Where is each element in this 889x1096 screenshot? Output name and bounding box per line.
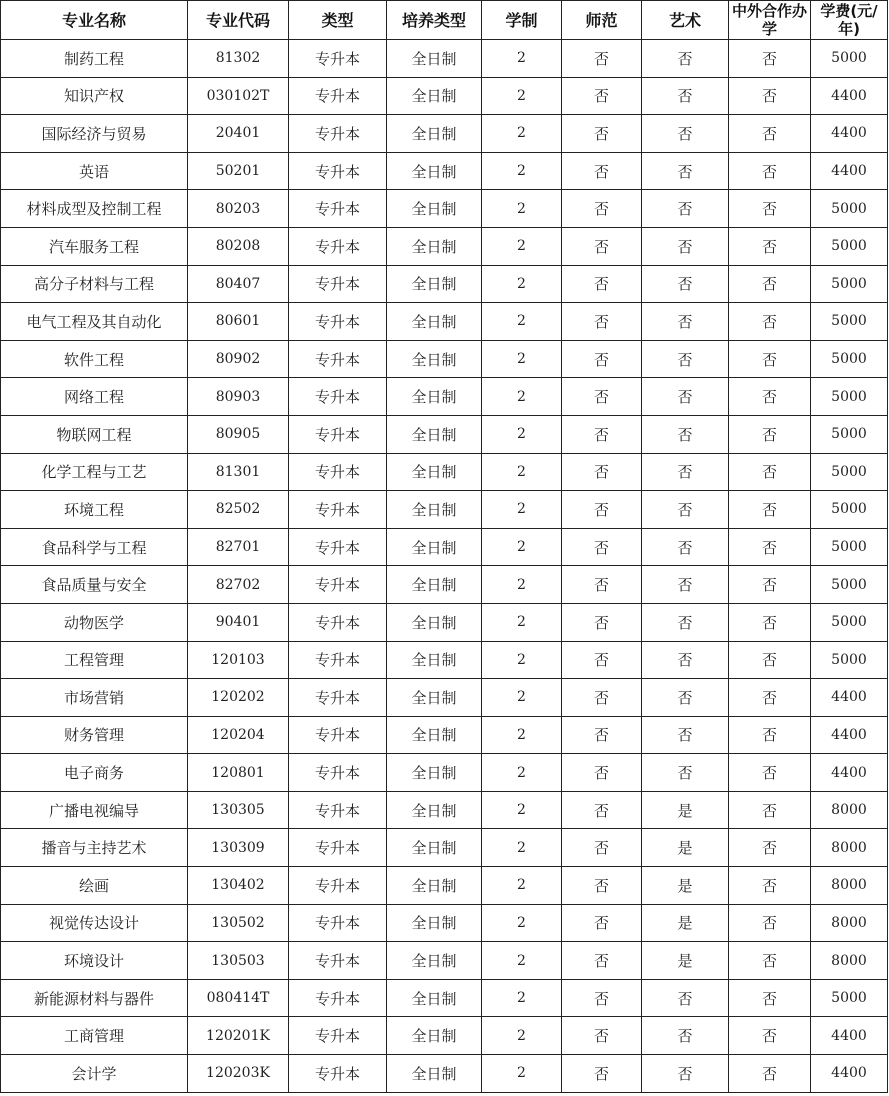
cell-type: 专升本	[289, 716, 387, 754]
cell-major-code: 90401	[188, 603, 289, 641]
cell-teacher-training: 否	[562, 979, 642, 1017]
cell-duration: 2	[482, 566, 562, 604]
cell-sino-foreign: 否	[729, 867, 811, 905]
cell-tuition: 5000	[811, 190, 888, 228]
cell-major-code: 80902	[188, 340, 289, 378]
cell-major-code: 130503	[188, 942, 289, 980]
cell-duration: 2	[482, 754, 562, 792]
table-body	[1, 40, 888, 1093]
cell-duration: 2	[482, 303, 562, 341]
table-row	[1, 265, 888, 303]
cell-type: 专升本	[289, 152, 387, 190]
cell-major-code: 81301	[188, 453, 289, 491]
cell-study-mode: 全日制	[387, 829, 482, 867]
cell-sino-foreign: 否	[729, 904, 811, 942]
table-row	[1, 679, 888, 717]
cell-sino-foreign: 否	[729, 942, 811, 980]
cell-study-mode: 全日制	[387, 641, 482, 679]
table-row	[1, 1017, 888, 1055]
table-row	[1, 152, 888, 190]
cell-sino-foreign: 否	[729, 491, 811, 529]
cell-duration: 2	[482, 340, 562, 378]
cell-major-code: 120202	[188, 679, 289, 717]
cell-tuition: 4400	[811, 152, 888, 190]
cell-major-code: 50201	[188, 152, 289, 190]
cell-study-mode: 全日制	[387, 303, 482, 341]
cell-art: 否	[642, 491, 729, 529]
cell-duration: 2	[482, 716, 562, 754]
cell-study-mode: 全日制	[387, 679, 482, 717]
cell-teacher-training: 否	[562, 453, 642, 491]
cell-art: 否	[642, 716, 729, 754]
cell-teacher-training: 否	[562, 40, 642, 78]
cell-teacher-training: 否	[562, 791, 642, 829]
cell-teacher-training: 否	[562, 904, 642, 942]
cell-duration: 2	[482, 979, 562, 1017]
cell-study-mode: 全日制	[387, 603, 482, 641]
cell-duration: 2	[482, 867, 562, 905]
cell-art: 是	[642, 791, 729, 829]
cell-major-name: 工程管理	[1, 641, 188, 679]
table-row	[1, 378, 888, 416]
cell-major-name: 绘画	[1, 867, 188, 905]
cell-type: 专升本	[289, 190, 387, 228]
cell-study-mode: 全日制	[387, 942, 482, 980]
cell-study-mode: 全日制	[387, 340, 482, 378]
cell-major-code: 80905	[188, 415, 289, 453]
cell-major-name: 网络工程	[1, 378, 188, 416]
table-row	[1, 227, 888, 265]
cell-type: 专升本	[289, 491, 387, 529]
cell-sino-foreign: 否	[729, 77, 811, 115]
cell-type: 专升本	[289, 528, 387, 566]
cell-major-code: 120204	[188, 716, 289, 754]
cell-major-code: 130502	[188, 904, 289, 942]
cell-sino-foreign: 否	[729, 603, 811, 641]
cell-teacher-training: 否	[562, 378, 642, 416]
cell-major-name: 环境工程	[1, 491, 188, 529]
cell-type: 专升本	[289, 227, 387, 265]
cell-major-name: 电子商务	[1, 754, 188, 792]
cell-tuition: 8000	[811, 904, 888, 942]
cell-art: 否	[642, 979, 729, 1017]
cell-tuition: 5000	[811, 641, 888, 679]
cell-duration: 2	[482, 679, 562, 717]
cell-type: 专升本	[289, 40, 387, 78]
cell-teacher-training: 否	[562, 566, 642, 604]
cell-study-mode: 全日制	[387, 190, 482, 228]
table-row	[1, 754, 888, 792]
cell-duration: 2	[482, 378, 562, 416]
cell-duration: 2	[482, 491, 562, 529]
cell-type: 专升本	[289, 378, 387, 416]
cell-sino-foreign: 否	[729, 115, 811, 153]
cell-duration: 2	[482, 227, 562, 265]
cell-sino-foreign: 否	[729, 378, 811, 416]
cell-teacher-training: 否	[562, 303, 642, 341]
cell-type: 专升本	[289, 603, 387, 641]
cell-teacher-training: 否	[562, 641, 642, 679]
cell-teacher-training: 否	[562, 942, 642, 980]
cell-teacher-training: 否	[562, 190, 642, 228]
cell-type: 专升本	[289, 453, 387, 491]
cell-major-code: 120203K	[188, 1055, 289, 1093]
cell-study-mode: 全日制	[387, 115, 482, 153]
cell-duration: 2	[482, 152, 562, 190]
cell-study-mode: 全日制	[387, 453, 482, 491]
table-row	[1, 528, 888, 566]
cell-major-code: 80208	[188, 227, 289, 265]
table-row	[1, 716, 888, 754]
cell-major-code: 80601	[188, 303, 289, 341]
cell-tuition: 5000	[811, 303, 888, 341]
cell-study-mode: 全日制	[387, 904, 482, 942]
cell-art: 否	[642, 40, 729, 78]
cell-major-name: 材料成型及控制工程	[1, 190, 188, 228]
cell-art: 是	[642, 829, 729, 867]
cell-major-code: 030102T	[188, 77, 289, 115]
cell-sino-foreign: 否	[729, 641, 811, 679]
table-row	[1, 40, 888, 78]
cell-art: 否	[642, 453, 729, 491]
cell-teacher-training: 否	[562, 340, 642, 378]
table-row	[1, 791, 888, 829]
cell-major-name: 国际经济与贸易	[1, 115, 188, 153]
cell-duration: 2	[482, 415, 562, 453]
cell-teacher-training: 否	[562, 415, 642, 453]
cell-type: 专升本	[289, 679, 387, 717]
cell-type: 专升本	[289, 77, 387, 115]
cell-major-name: 工商管理	[1, 1017, 188, 1055]
cell-type: 专升本	[289, 641, 387, 679]
cell-major-code: 82702	[188, 566, 289, 604]
cell-major-code: 120103	[188, 641, 289, 679]
cell-major-name: 广播电视编导	[1, 791, 188, 829]
cell-teacher-training: 否	[562, 1055, 642, 1093]
cell-study-mode: 全日制	[387, 491, 482, 529]
cell-major-code: 120201K	[188, 1017, 289, 1055]
cell-major-name: 视觉传达设计	[1, 904, 188, 942]
cell-major-code: 80203	[188, 190, 289, 228]
cell-sino-foreign: 否	[729, 265, 811, 303]
cell-major-code: 82502	[188, 491, 289, 529]
cell-major-code: 81302	[188, 40, 289, 78]
cell-duration: 2	[482, 942, 562, 980]
cell-art: 否	[642, 1017, 729, 1055]
cell-teacher-training: 否	[562, 265, 642, 303]
cell-type: 专升本	[289, 829, 387, 867]
cell-teacher-training: 否	[562, 1017, 642, 1055]
cell-major-name: 会计学	[1, 1055, 188, 1093]
cell-duration: 2	[482, 453, 562, 491]
cell-major-code: 130309	[188, 829, 289, 867]
cell-duration: 2	[482, 190, 562, 228]
cell-sino-foreign: 否	[729, 152, 811, 190]
cell-major-code: 120801	[188, 754, 289, 792]
cell-tuition: 4400	[811, 77, 888, 115]
table-row	[1, 942, 888, 980]
cell-tuition: 5000	[811, 227, 888, 265]
table-row	[1, 641, 888, 679]
cell-major-code: 20401	[188, 115, 289, 153]
cell-type: 专升本	[289, 791, 387, 829]
table-row	[1, 1055, 888, 1093]
cell-teacher-training: 否	[562, 227, 642, 265]
cell-major-name: 财务管理	[1, 716, 188, 754]
cell-teacher-training: 否	[562, 152, 642, 190]
cell-major-name: 电气工程及其自动化	[1, 303, 188, 341]
cell-art: 否	[642, 415, 729, 453]
cell-tuition: 4400	[811, 1017, 888, 1055]
cell-study-mode: 全日制	[387, 528, 482, 566]
cell-art: 否	[642, 641, 729, 679]
cell-type: 专升本	[289, 566, 387, 604]
cell-tuition: 8000	[811, 867, 888, 905]
header-duration: 学制	[482, 1, 562, 40]
header-type: 类型	[289, 1, 387, 40]
cell-type: 专升本	[289, 867, 387, 905]
table-row	[1, 904, 888, 942]
cell-tuition: 5000	[811, 491, 888, 529]
cell-teacher-training: 否	[562, 679, 642, 717]
cell-art: 否	[642, 528, 729, 566]
cell-tuition: 4400	[811, 754, 888, 792]
cell-major-code: 080414T	[188, 979, 289, 1017]
cell-study-mode: 全日制	[387, 265, 482, 303]
cell-sino-foreign: 否	[729, 679, 811, 717]
table-row	[1, 190, 888, 228]
cell-sino-foreign: 否	[729, 716, 811, 754]
cell-major-code: 80903	[188, 378, 289, 416]
header-teacher-training: 师范	[562, 1, 642, 40]
cell-sino-foreign: 否	[729, 528, 811, 566]
cell-sino-foreign: 否	[729, 754, 811, 792]
cell-duration: 2	[482, 115, 562, 153]
table-row	[1, 979, 888, 1017]
cell-tuition: 4400	[811, 679, 888, 717]
cell-major-name: 环境设计	[1, 942, 188, 980]
cell-major-name: 高分子材料与工程	[1, 265, 188, 303]
table-row	[1, 867, 888, 905]
cell-sino-foreign: 否	[729, 829, 811, 867]
cell-tuition: 5000	[811, 265, 888, 303]
cell-major-name: 市场营销	[1, 679, 188, 717]
cell-type: 专升本	[289, 979, 387, 1017]
cell-teacher-training: 否	[562, 603, 642, 641]
header-row	[1, 1, 888, 40]
cell-tuition: 5000	[811, 528, 888, 566]
cell-sino-foreign: 否	[729, 791, 811, 829]
cell-sino-foreign: 否	[729, 190, 811, 228]
cell-major-name: 知识产权	[1, 77, 188, 115]
cell-major-name: 软件工程	[1, 340, 188, 378]
cell-art: 否	[642, 115, 729, 153]
cell-tuition: 4400	[811, 716, 888, 754]
header-major-code: 专业代码	[188, 1, 289, 40]
cell-duration: 2	[482, 791, 562, 829]
table-row	[1, 566, 888, 604]
cell-teacher-training: 否	[562, 754, 642, 792]
cell-type: 专升本	[289, 1017, 387, 1055]
cell-art: 否	[642, 566, 729, 604]
cell-study-mode: 全日制	[387, 378, 482, 416]
cell-tuition: 5000	[811, 566, 888, 604]
cell-sino-foreign: 否	[729, 1017, 811, 1055]
cell-duration: 2	[482, 641, 562, 679]
cell-study-mode: 全日制	[387, 1055, 482, 1093]
cell-type: 专升本	[289, 265, 387, 303]
cell-teacher-training: 否	[562, 491, 642, 529]
cell-duration: 2	[482, 265, 562, 303]
table-row	[1, 829, 888, 867]
cell-teacher-training: 否	[562, 829, 642, 867]
cell-sino-foreign: 否	[729, 979, 811, 1017]
table-row	[1, 303, 888, 341]
cell-study-mode: 全日制	[387, 566, 482, 604]
cell-teacher-training: 否	[562, 716, 642, 754]
cell-duration: 2	[482, 603, 562, 641]
cell-major-name: 食品质量与安全	[1, 566, 188, 604]
cell-type: 专升本	[289, 754, 387, 792]
cell-teacher-training: 否	[562, 77, 642, 115]
cell-study-mode: 全日制	[387, 415, 482, 453]
header-sino-foreign: 中外合作办学	[729, 1, 811, 40]
cell-tuition: 5000	[811, 415, 888, 453]
cell-major-name: 物联网工程	[1, 415, 188, 453]
table-row	[1, 77, 888, 115]
cell-art: 否	[642, 754, 729, 792]
cell-teacher-training: 否	[562, 115, 642, 153]
cell-art: 否	[642, 603, 729, 641]
cell-sino-foreign: 否	[729, 415, 811, 453]
cell-sino-foreign: 否	[729, 1055, 811, 1093]
cell-art: 是	[642, 942, 729, 980]
cell-tuition: 5000	[811, 979, 888, 1017]
cell-major-name: 化学工程与工艺	[1, 453, 188, 491]
cell-art: 否	[642, 190, 729, 228]
cell-duration: 2	[482, 904, 562, 942]
table-row	[1, 453, 888, 491]
cell-study-mode: 全日制	[387, 754, 482, 792]
cell-duration: 2	[482, 1017, 562, 1055]
cell-study-mode: 全日制	[387, 77, 482, 115]
cell-duration: 2	[482, 40, 562, 78]
cell-tuition: 8000	[811, 829, 888, 867]
cell-study-mode: 全日制	[387, 979, 482, 1017]
cell-study-mode: 全日制	[387, 227, 482, 265]
cell-study-mode: 全日制	[387, 40, 482, 78]
cell-tuition: 5000	[811, 603, 888, 641]
cell-duration: 2	[482, 829, 562, 867]
table-row	[1, 491, 888, 529]
cell-study-mode: 全日制	[387, 1017, 482, 1055]
table-header	[1, 1, 888, 40]
table-row	[1, 603, 888, 641]
cell-study-mode: 全日制	[387, 716, 482, 754]
cell-major-name: 制药工程	[1, 40, 188, 78]
cell-sino-foreign: 否	[729, 340, 811, 378]
cell-tuition: 8000	[811, 942, 888, 980]
cell-art: 否	[642, 227, 729, 265]
cell-teacher-training: 否	[562, 867, 642, 905]
cell-art: 否	[642, 1055, 729, 1093]
cell-type: 专升本	[289, 415, 387, 453]
header-major-name: 专业名称	[1, 1, 188, 40]
cell-art: 否	[642, 679, 729, 717]
cell-tuition: 8000	[811, 791, 888, 829]
cell-major-code: 130402	[188, 867, 289, 905]
cell-duration: 2	[482, 528, 562, 566]
cell-duration: 2	[482, 77, 562, 115]
cell-major-code: 82701	[188, 528, 289, 566]
header-tuition: 学费(元/年)	[811, 1, 888, 40]
cell-art: 否	[642, 340, 729, 378]
header-study-mode: 培养类型	[387, 1, 482, 40]
cell-type: 专升本	[289, 115, 387, 153]
cell-sino-foreign: 否	[729, 40, 811, 78]
cell-tuition: 5000	[811, 340, 888, 378]
cell-sino-foreign: 否	[729, 303, 811, 341]
cell-sino-foreign: 否	[729, 453, 811, 491]
cell-major-name: 动物医学	[1, 603, 188, 641]
cell-major-name: 英语	[1, 152, 188, 190]
table-row	[1, 340, 888, 378]
cell-tuition: 5000	[811, 40, 888, 78]
cell-sino-foreign: 否	[729, 566, 811, 604]
cell-type: 专升本	[289, 1055, 387, 1093]
cell-major-name: 播音与主持艺术	[1, 829, 188, 867]
table-row	[1, 415, 888, 453]
cell-tuition: 4400	[811, 1055, 888, 1093]
cell-tuition: 5000	[811, 378, 888, 416]
cell-art: 否	[642, 265, 729, 303]
cell-major-name: 食品科学与工程	[1, 528, 188, 566]
cell-major-name: 新能源材料与器件	[1, 979, 188, 1017]
cell-duration: 2	[482, 1055, 562, 1093]
cell-type: 专升本	[289, 340, 387, 378]
cell-major-code: 130305	[188, 791, 289, 829]
cell-art: 否	[642, 152, 729, 190]
cell-type: 专升本	[289, 904, 387, 942]
cell-art: 否	[642, 378, 729, 416]
cell-sino-foreign: 否	[729, 227, 811, 265]
cell-study-mode: 全日制	[387, 791, 482, 829]
cell-art: 是	[642, 904, 729, 942]
cell-type: 专升本	[289, 942, 387, 980]
cell-teacher-training: 否	[562, 528, 642, 566]
cell-type: 专升本	[289, 303, 387, 341]
cell-tuition: 4400	[811, 115, 888, 153]
table-row	[1, 115, 888, 153]
cell-art: 是	[642, 867, 729, 905]
cell-tuition: 5000	[811, 453, 888, 491]
cell-art: 否	[642, 303, 729, 341]
cell-study-mode: 全日制	[387, 867, 482, 905]
cell-study-mode: 全日制	[387, 152, 482, 190]
cell-major-name: 汽车服务工程	[1, 227, 188, 265]
header-art: 艺术	[642, 1, 729, 40]
cell-art: 否	[642, 77, 729, 115]
cell-major-code: 80407	[188, 265, 289, 303]
